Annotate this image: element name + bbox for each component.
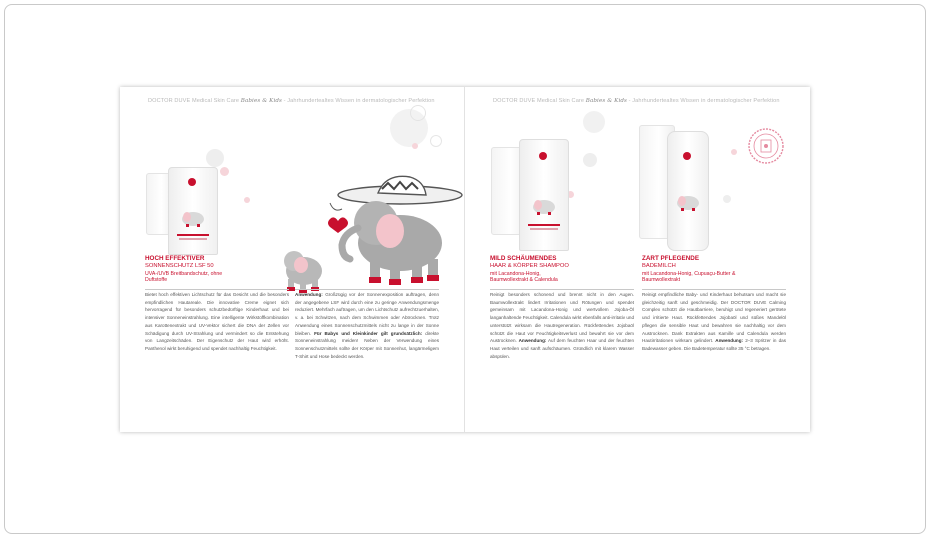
- description-text: Reinigt besonders schonend und brennt nicht in den Augen. Baumwollextrakt lindert Irritationen und Rötungen und spendet gemeinsam mit Lacandona-Honig und wertvollem Jojoba-Öl langanhaltende Feuchtigkeit. Calendula wirkt ebenfalls anti-irritativ und unterstützt wirksam die Hautregeneration. Rückfettendes Jojobaöl schützt die Haut vor Feuchtigkeitsverlust und bewahrt sie vor dem Austrocknen.: [490, 292, 634, 344]
- usage-label: Anwendung:: [295, 292, 323, 297]
- deco-circle: [220, 167, 229, 176]
- deco-circle: [583, 111, 605, 133]
- usage-text: Großzügig vor der Sonnenexposition auftragen, denn der angegebene LSF wird durch eine zu geringe Anwendungsmenge reduziert. Mehrfach auftragen, um den Lichtschutz aufrechtzuerhalten, v. a. bei Schwitzen, nach dem Schwimmen oder Abtrocknen. Trotz Anwendung eines Sonnenschutzmittels nicht zu lange in der Sonne bleiben.: [295, 292, 440, 336]
- product-title: HOCH EFFEKTIVER: [145, 255, 205, 262]
- warning-text: direkte Sonneneinstrahlung meiden! Neben der Verwendung eines Sonnenschutzmittels sollte der Körper mit Sonnenhut, langärmeligem T-Shirt und Hose bedeckt werden.: [295, 330, 439, 359]
- brand-tagline: - Jahrhundertealtes Wissen in dermatologischer Perfektion: [628, 98, 780, 104]
- tube-label-bar: [179, 238, 207, 240]
- divider: [490, 289, 634, 290]
- product-note: UVA-/UVB Breitbandschutz, ohne Duftstoffe: [145, 271, 223, 284]
- product-title: ZART PFLEGENDE: [642, 255, 700, 262]
- tube-label-bar: [177, 234, 209, 236]
- right-page: [465, 87, 810, 432]
- usage-text: Auf dem feuchten Haar und der feuchten Haut verteilen und sanft aufschäumen. Gründlich mit klarem Wasser abspülen.: [490, 338, 634, 359]
- deco-circle: [206, 149, 224, 167]
- deco-circle: [430, 135, 442, 147]
- usage-label: Anwendung:: [518, 338, 547, 344]
- product-subtitle: HAAR & KÖRPER SHAMPOO: [490, 263, 569, 269]
- product-note: mit Lacandona-Honig, Cupuaçu-Butter & Baumwollextrakt: [642, 271, 736, 284]
- product-description: [490, 291, 634, 360]
- description-text: Reinigt empfindliche Baby- und Kinderhaut behutsam und macht sie gleichzeitig sanft und geschmeidig. Der DOCTOR DUVE Calming Complex schützt die Hautbarriere, beruhigt und regeneriert gerötete und irritierte Haut. Rückfettendes Jojobaöl und süßes Mandelöl pflegen die sensible Haut und bewahren sie nachhaltig vor dem Austrocknen. Dank Extrakten aus Kamille und Calendula werden Hautirritationen wirksam gelindert.: [642, 292, 786, 344]
- right-header: [493, 98, 780, 104]
- product-note: mit Lacandona-Honig, Baumwollextrakt & Calendula: [490, 271, 558, 284]
- brand-tagline: - Jahrhundertealtes Wissen in dermatologischer Perfektion: [283, 98, 435, 104]
- sunscreen-tube: [168, 167, 218, 255]
- elephant-illustration: [278, 173, 465, 303]
- brand-script: Babies & Kids: [240, 98, 282, 104]
- deco-circle: [583, 153, 597, 167]
- brochure-spread: [120, 87, 810, 432]
- product-title: MILD SCHÄUMENDES: [490, 255, 557, 262]
- left-header: [148, 98, 435, 104]
- product-subtitle: BADEMILCH: [642, 263, 676, 269]
- brand-script: Babies & Kids: [585, 98, 627, 104]
- deco-circle: [412, 143, 418, 149]
- deco-circle: [244, 197, 250, 203]
- product-description: [642, 291, 786, 353]
- divider: [295, 289, 439, 290]
- product-subtitle: SONNENSCHUTZ LSF 50: [145, 263, 214, 269]
- product-description: Bietet hoch effektiven Lichtschutz für das Gesicht und die besonders empfindlichen Hautareale. Die innovative Creme eignet sich hervorragend für besonders schutzbedürftige Kinderhaut und bei intensiver Sonneneinstrahlung. Eine intelligente Wirkstoffkombination aus Karottenextrakt und UV-Vektor sichert die DNA der Zellen vor Schädigung durch UV-Strahlung und vermindert so die Entstehung von Langzeitschäden. Der Eigenschutz der Haut wird erhöht. Panthenol wirkt beruhigend und spendet nachhaltig Feuchtigkeit.: [145, 292, 289, 351]
- divider: [642, 289, 786, 290]
- warning-label: Für Babys und Kleinkinder gilt grundsätzlich:: [314, 330, 423, 336]
- usage-text: 2–3 Spritzer in das Badewasser geben. Die Badetemperatur sollte 35 °C betragen.: [642, 338, 787, 351]
- seal-stamp-icon: [747, 127, 785, 165]
- left-page: [120, 87, 465, 432]
- elephant-icon: [178, 208, 208, 228]
- brand-logo-icon: [188, 178, 196, 186]
- brand-name: DOCTOR DUVE Medical Skin Care: [148, 98, 240, 104]
- deco-circle: [410, 105, 426, 121]
- brand-name: DOCTOR DUVE Medical Skin Care: [493, 98, 585, 104]
- usage-label: Anwendung:: [715, 338, 744, 344]
- bathmilk-bottle: [667, 131, 709, 251]
- product-usage: [295, 291, 439, 360]
- brand-logo-icon: [683, 152, 691, 160]
- tube-label-bar: [528, 224, 560, 226]
- deco-circle: [723, 195, 731, 203]
- brand-logo-icon: [539, 152, 547, 160]
- shampoo-tube: [519, 139, 569, 251]
- deco-circle: [731, 149, 737, 155]
- elephant-icon: [529, 196, 559, 216]
- divider: [145, 289, 289, 290]
- elephant-icon: [673, 192, 703, 212]
- tube-label-bar: [530, 228, 558, 230]
